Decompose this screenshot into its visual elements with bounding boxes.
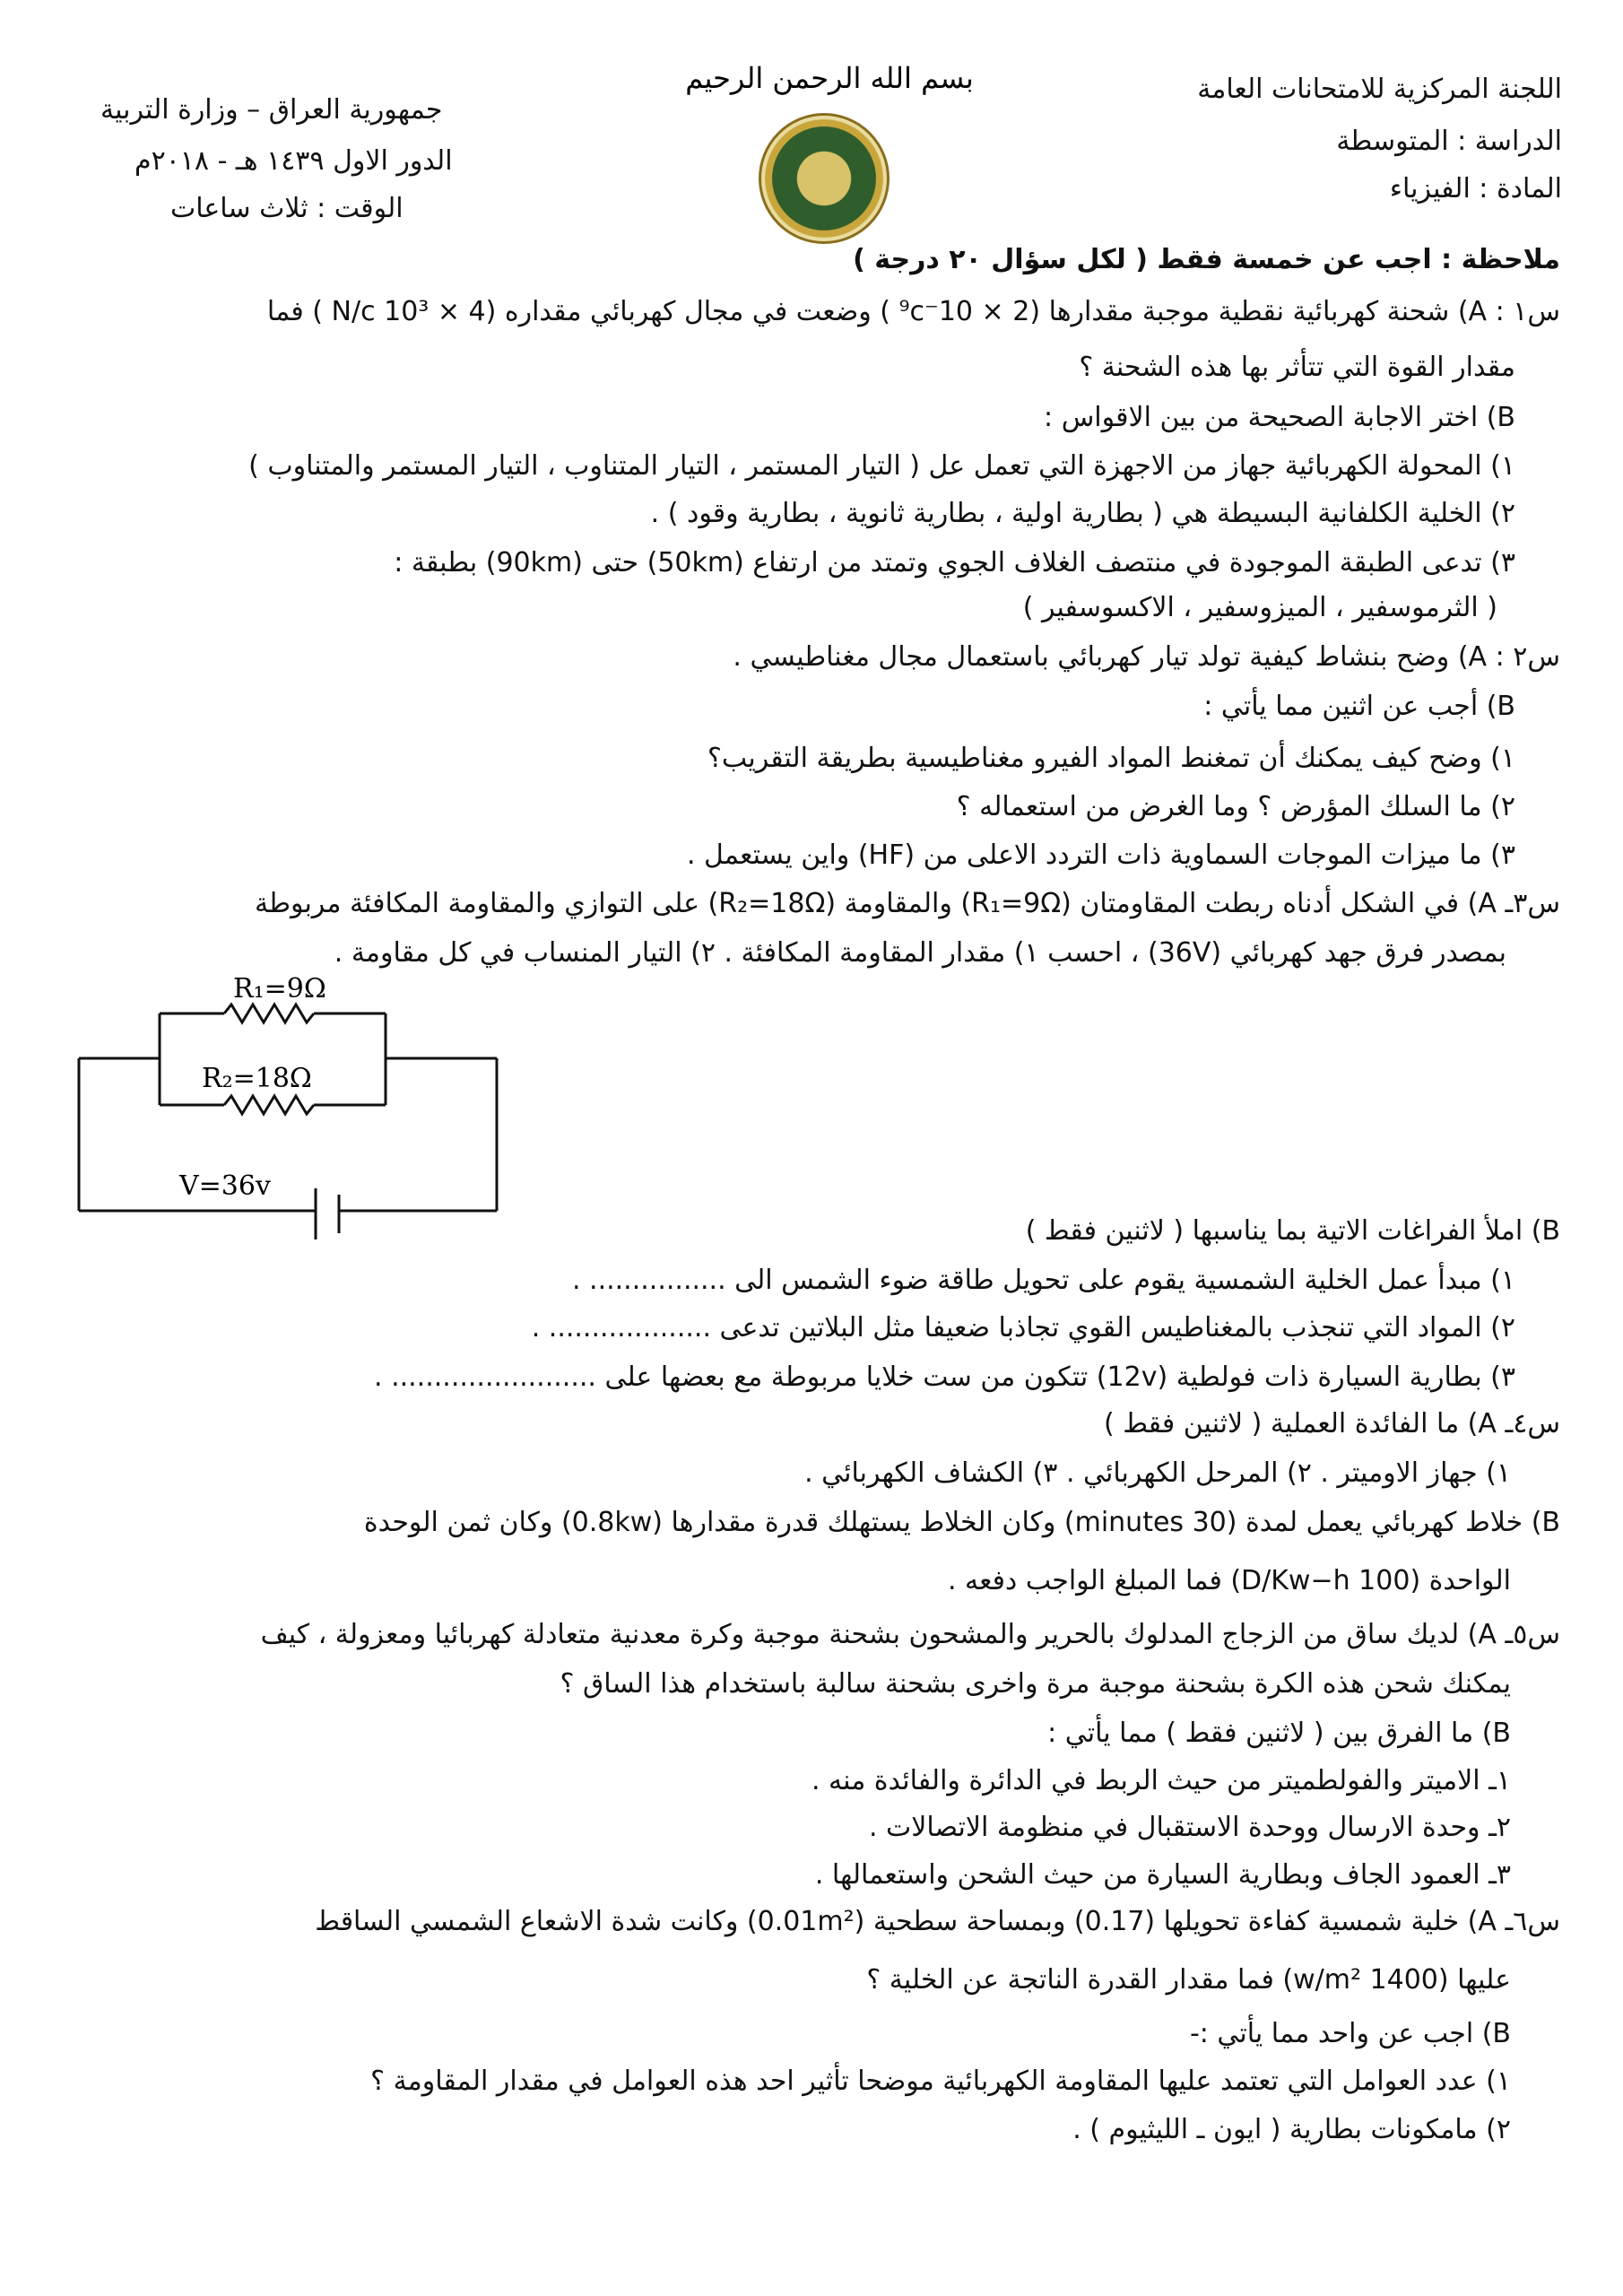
q2-b-item1: ١) وضح كيف يمكنك أن تمغنط المواد الفيرو مغناطيسية بطريقة التقريب؟ (707, 743, 1515, 774)
q6-a-line1: س٦ـ A) خلية شمسية كفاءة تحويلها (0.17) وبمساحة سطحية (0.01m²) وكانت شدة الاشعاع الشمسي الساقط (315, 1906, 1560, 1937)
exam-time: الوقت : ثلاث ساعات (170, 193, 404, 224)
ministry-seal (759, 113, 890, 244)
parallel-circuit-diagram (72, 973, 520, 1247)
q2-b-item3: ٣) ما ميزات الموجات السماوية ذات التردد الاعلى من (HF) واين يستعمل . (686, 839, 1515, 871)
q4-a: س٤ـ A) ما الفائدة العملية ( لاثنين فقط ) (1103, 1408, 1560, 1439)
subject: المادة : الفيزياء (1389, 173, 1562, 204)
q2-b-heading: B) أجب عن اثنين مما يأتي : (1203, 691, 1515, 722)
study-level: الدراسة : المتوسطة (1336, 126, 1562, 157)
q3-b-item2: ٢) المواد التي تنجذب بالمغناطيس القوي تجاذبا ضعيفا مثل البلاتين تدعى ................... . (531, 1312, 1515, 1344)
q1-b-item2: ٢) الخلية الكلفانية البسيطة هي ( بطارية اولية ، بطارية ثانوية ، بطارية وقود ) . (650, 498, 1515, 529)
org-name: اللجنة المركزية للامتحانات العامة (1197, 74, 1562, 105)
q6-a-line2: عليها (1400 w/m²) فما مقدار القدرة الناتجة عن الخلية ؟ (866, 1964, 1511, 1996)
q3-b-heading: B) املأ الفراغات الاتية بما يناسبها ( لاثنين فقط ) (1025, 1215, 1560, 1247)
r2-label: R₂=18Ω (202, 1063, 312, 1094)
q5-b-item2: ٢ـ وحدة الارسال ووحدة الاستقبال في منظومة الاتصالات . (868, 1812, 1511, 1843)
q2-a: س٢ : A) وضح بنشاط كيفية تولد تيار كهربائي باستعمال مجال مغناطيسي . (733, 641, 1560, 673)
q6-b-item1: ١) عدد العوامل التي تعتمد عليها المقاومة الكهربائية موضحا تأثير احد هذه العوامل في مقدار المقاومة ؟ (370, 2066, 1511, 2097)
voltage-label: V=36v (179, 1170, 271, 1202)
q3-b-item3: ٣) بطارية السيارة ذات فولطية (12v) تتكون من ست خلايا مربوطة مع بعضها على ........................ . (374, 1361, 1515, 1393)
r1-label: R₁=9Ω (233, 973, 326, 1004)
q4-b-line1: B) خلاط كهربائي يعمل لمدة (30 minutes) وكان الخلاط يستهلك قدرة مقدارها (0.8kw) وكان ثمن الوحدة (363, 1507, 1560, 1538)
q3-a-line1: س٣ـ A) في الشكل أدناه ربطت المقاومتان (R₁=9Ω) والمقاومة (R₂=18Ω) على التوازي والمقاومة المكافئة مربوطة (255, 888, 1560, 919)
q1-a-line1: س١ : A) شحنة كهربائية نقطية موجبة مقدارها (2 × 10⁻⁹c ) وضعت في مجال كهربائي مقداره (4 × 10³ N/c ) فما (266, 296, 1560, 327)
q5-b-heading: B) ما الفرق بين ( لاثنين فقط ) مما يأتي : (1047, 1718, 1511, 1749)
q3-b-item1: ١) مبدأ عمل الخلية الشمسية يقوم على تحويل طاقة ضوء الشمس الى ................ . (571, 1265, 1515, 1296)
q3-a-line2: بمصدر فرق جهد كهربائي (36V) ، احسب ١) مقدار المقاومة المكافئة . ٢) التيار المنساب في كل مقاومة . (334, 937, 1506, 969)
exam-round: الدور الاول ١٤٣٩ هـ - ٢٠١٨م (135, 145, 453, 177)
q5-b-item3: ٣ـ العمود الجاف وبطارية السيارة من حيث الشحن واستعمالها . (814, 1859, 1511, 1891)
q5-b-item1: ١ـ الاميتر والفولطميتر من حيث الربط في الدائرة والفائدة منه . (811, 1765, 1511, 1796)
q4-b-line2: الواحدة (100 D/Kw−h) فما المبلغ الواجب دفعه . (947, 1565, 1511, 1596)
note: ملاحظة : اجب عن خمسة فقط ( لكل سؤال ٢٠ درجة ) (853, 244, 1560, 275)
q5-a-line2: يمكنك شحن هذه الكرة بشحنة موجبة مرة واخرى بشحنة سالبة باستخدام هذا الساق ؟ (560, 1668, 1511, 1700)
q2-b-item2: ٢) ما السلك المؤرض ؟ وما الغرض من استعماله ؟ (956, 791, 1515, 822)
q1-b-heading: B) اختر الاجابة الصحيحة من بين الاقواس : (1044, 402, 1515, 433)
q1-b-item3-options: ( الثرموسفير ، الميزوسفير ، الاكسوسفير ) (1022, 592, 1497, 623)
q5-a-line1: س٥ـ A) لديك ساق من الزجاج المدلوك بالحرير والمشحون بشحنة موجبة وكرة معدنية متعادلة كهربائيا ومعزولة ، كيف (260, 1619, 1560, 1650)
q1-a-line2: مقدار القوة التي تتأثر بها هذه الشحنة ؟ (1079, 352, 1515, 383)
q6-b-item2: ٢) مامكونات بطارية ( ايون ـ الليثيوم ) . (1072, 2114, 1511, 2145)
q4-a-items: ١) جهاز الاوميتر . ٢) المرحل الكهربائي . ٣) الكشاف الكهربائي . (804, 1457, 1511, 1489)
q1-b-item3: ٣) تدعى الطبقة الموجودة في منتصف الغلاف الجوي وتمتد من ارتفاع (50km) حتى (90km) بطبقة : (394, 547, 1515, 578)
q1-b-item1: ١) المحولة الكهربائية جهاز من الاجهزة التي تعمل عل ( التيار المستمر ، التيار المتناوب ، التيار المستمر والمتناوب ) (248, 450, 1515, 482)
q6-b-heading: B) اجب عن واحد مما يأتي :- (1189, 2018, 1511, 2049)
country-ministry: جمهورية العراق – وزارة التربية (100, 94, 443, 126)
svg-text:بسم الله الرحمن الرحيم: بسم الله الرحمن الرحيم (685, 61, 974, 95)
basmala-calligraphy (681, 52, 977, 102)
